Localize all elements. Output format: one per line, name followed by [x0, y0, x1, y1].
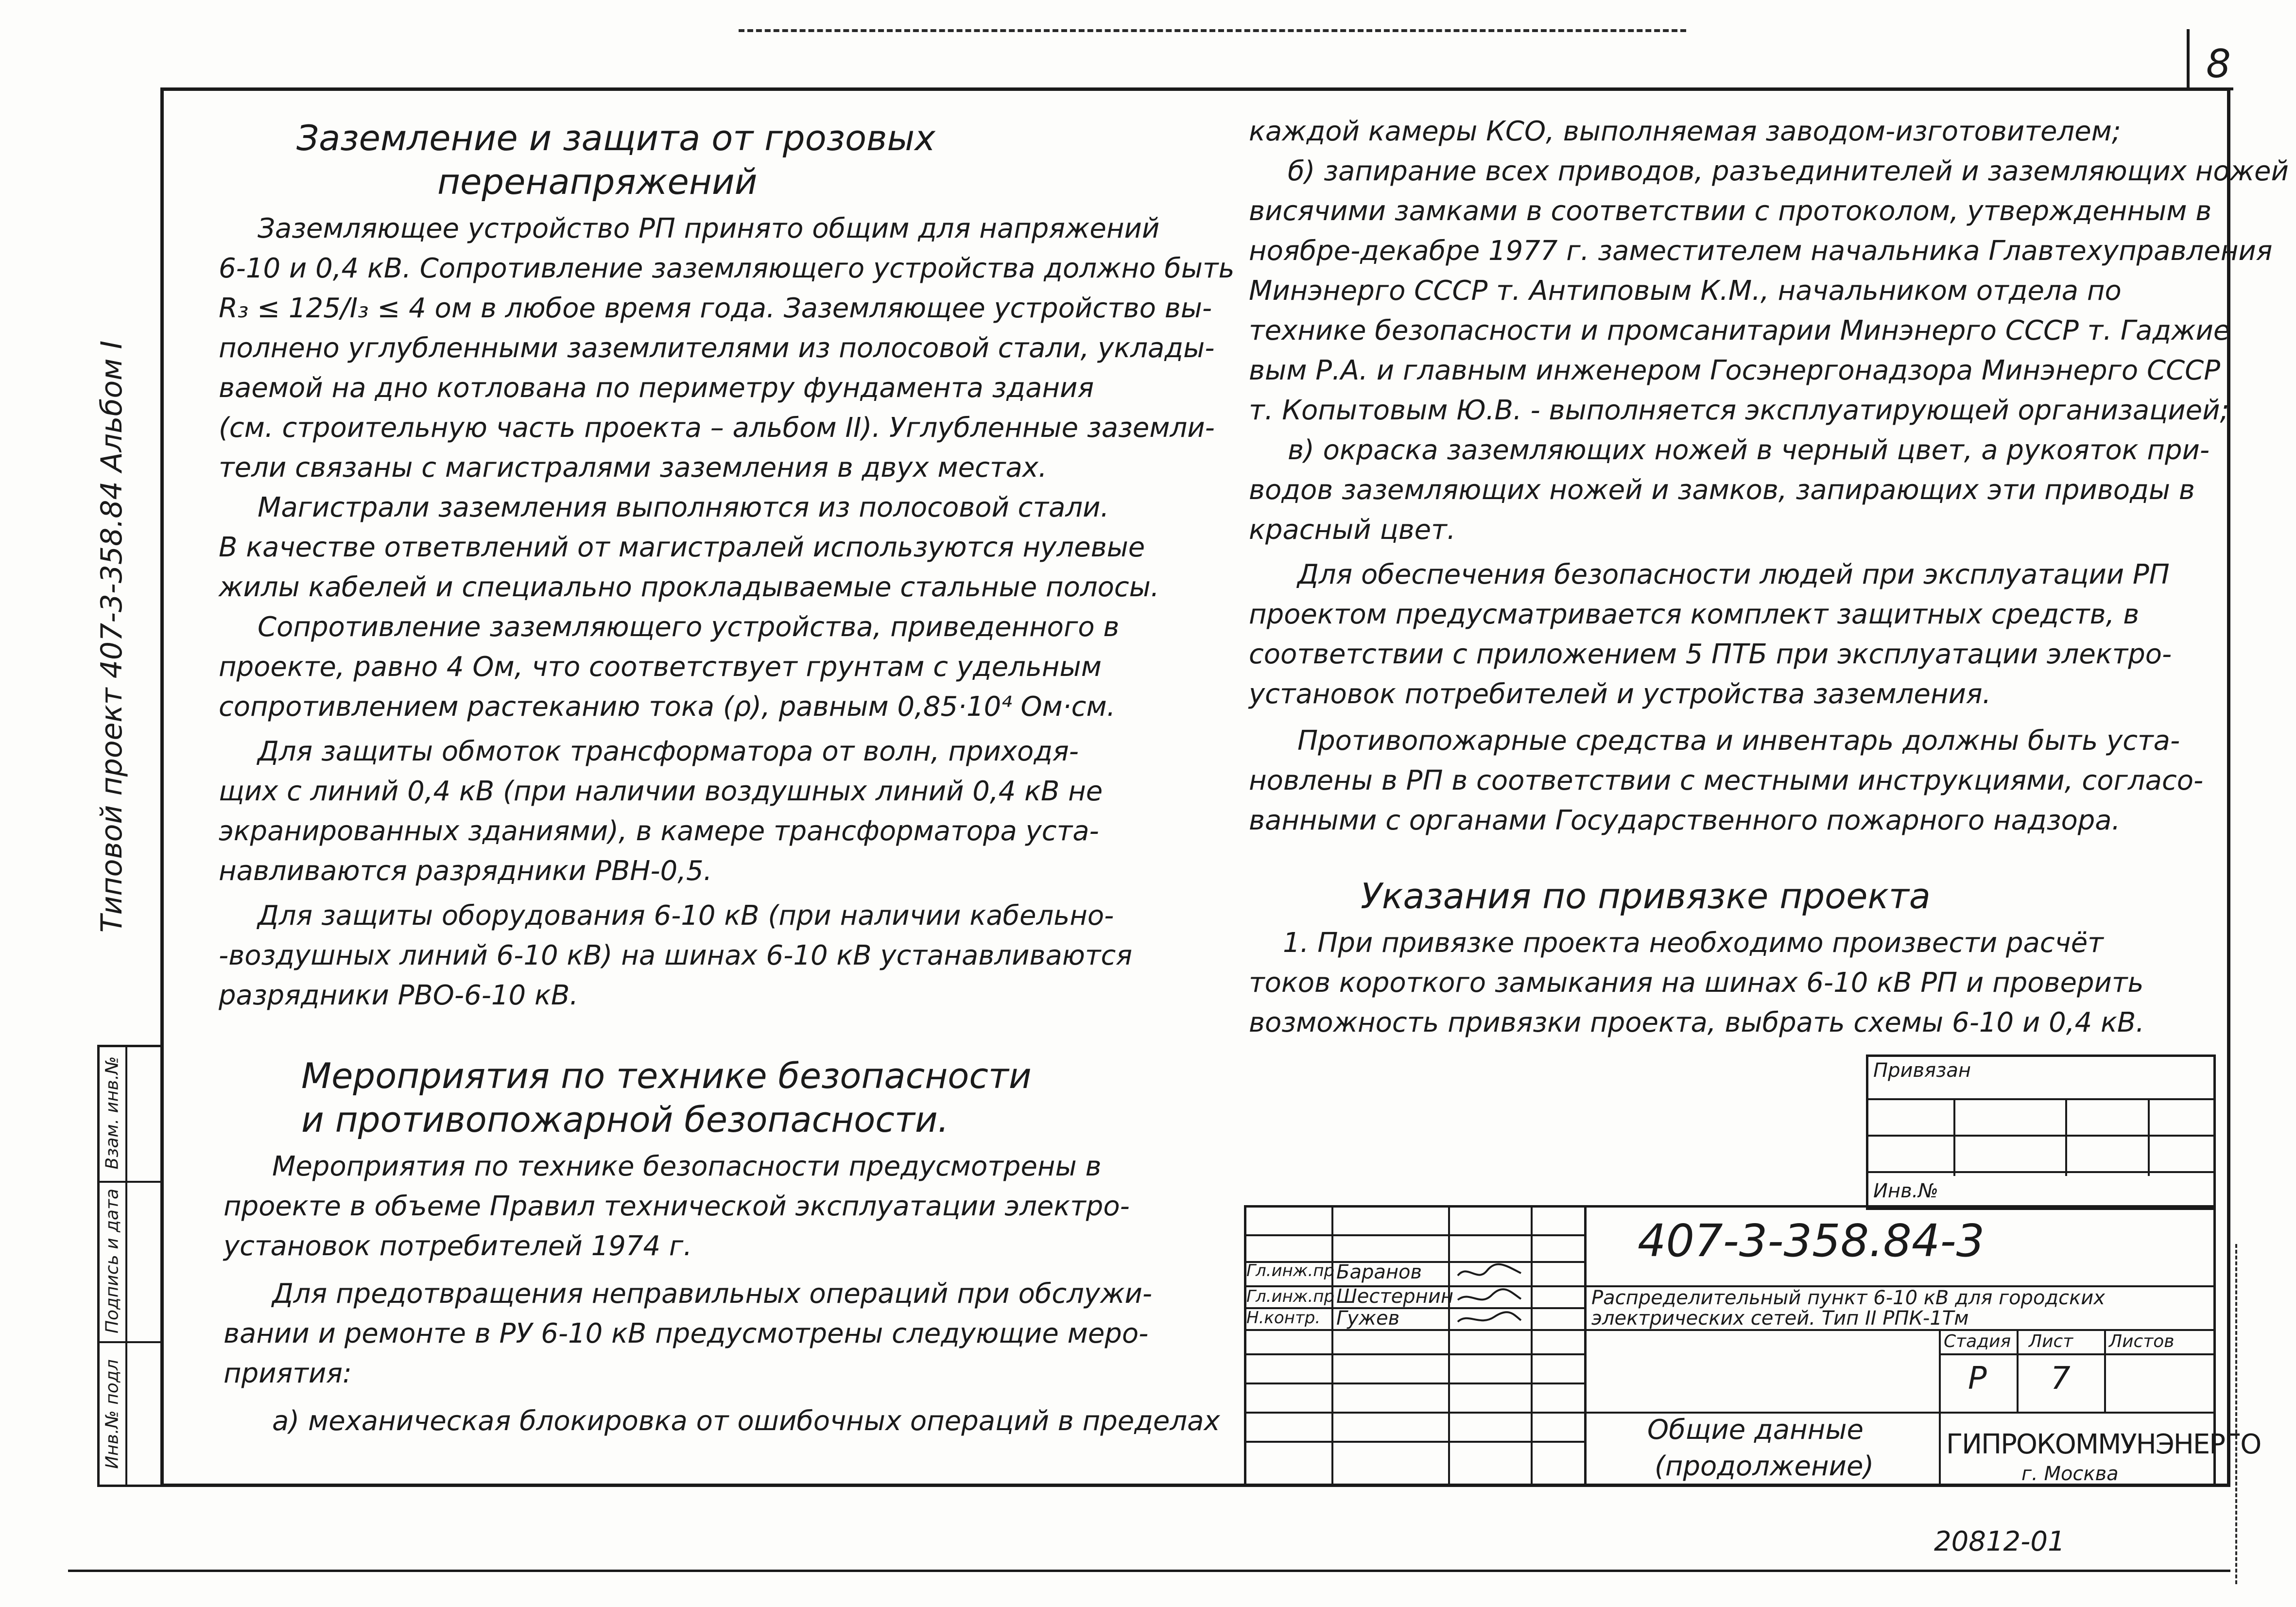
organization-city: г. Москва — [2021, 1463, 2119, 1485]
safety-text-continued — [1249, 112, 2289, 841]
signatures-image — [1453, 1261, 1526, 1329]
text-line: токов короткого замыкания на шинах 6-10 кВ РП и проверить — [1249, 967, 2144, 999]
section-name: Общие данные — [1647, 1414, 1864, 1446]
stamp-strip-divider — [97, 1341, 160, 1343]
text-line: Заземляющее устройство РП принято общим для напряжений — [258, 213, 1160, 244]
title-block-line — [1448, 1205, 1450, 1487]
scan-edge-mark — [2235, 1244, 2237, 1584]
role-label: Н.контр. — [1246, 1308, 1321, 1328]
title-block-line — [1244, 1353, 1584, 1355]
title-block-line — [1331, 1205, 1333, 1487]
section-heading-safety-cont: и противопожарной безопасности. — [301, 1099, 949, 1140]
page-number: 8 — [2206, 41, 2231, 86]
sheet-value: 7 — [2051, 1361, 2071, 1397]
text-line: Минэнерго СССР т. Антиповым К.М., начальником отдела по — [1249, 275, 2122, 307]
text-line: В качестве ответвлений от магистралей используются нулевые — [219, 532, 1145, 563]
title-block-line — [1584, 1205, 1587, 1487]
text-line: приятия: — [224, 1358, 352, 1389]
text-line: соответствии с приложением 5 ПТБ при эксплуатации электро- — [1249, 639, 2172, 670]
text-line: 1. При привязке проекта необходимо произвести расчёт — [1283, 927, 2104, 959]
safety-text — [224, 1147, 1220, 1441]
text-line: Для защиты оборудования 6-10 кВ (при наличии кабельно- — [258, 900, 1114, 932]
text-line: красный цвет. — [1249, 514, 1456, 546]
section-heading-binding: Указания по привязке проекта — [1361, 876, 1931, 916]
title-block-line — [2065, 1098, 2067, 1176]
text-line: R₃ ≤ 125/I₃ ≤ 4 ом в любое время года. Заземляющее устройство вы- — [219, 293, 1212, 324]
title-block-line — [2017, 1329, 2019, 1412]
text-line: Для защиты обмоток трансформатора от волн, приходя- — [258, 736, 1079, 767]
text-line: навливаются разрядники РВН-0,5. — [219, 855, 712, 887]
project-description-cont: электрических сетей. Тип II РПК-1Тм — [1591, 1307, 1969, 1330]
title-block-line — [1939, 1353, 2216, 1355]
title-block-line — [1866, 1171, 2216, 1173]
text-line: 6-10 и 0,4 кВ. Сопротивление заземляющего устройства должно быть — [219, 253, 1235, 284]
text-line: установок потребителей и устройства заземления. — [1249, 678, 1991, 710]
text-line: б) запирание всех приводов, разъединителей и заземляющих ножей — [1288, 156, 2289, 187]
text-line: Для обеспечения безопасности людей при эксплуатации РП — [1297, 559, 2170, 590]
stage-value: Р — [1968, 1361, 1987, 1397]
title-block-line — [2148, 1098, 2150, 1176]
document-code: 407-3-358.84-3 — [1638, 1215, 1985, 1267]
text-line: (см. строительную часть проекта – альбом II). Углубленные заземли- — [219, 412, 1215, 444]
title-block-line — [1939, 1329, 1941, 1412]
inv-no-label: Инв.№ — [1873, 1180, 1938, 1202]
title-block-line — [2104, 1329, 2106, 1412]
section-heading-grounding-cont: перенапряжений — [437, 161, 758, 202]
handwritten-signatures-icon — [1453, 1261, 1526, 1329]
text-line: установок потребителей 1974 г. — [224, 1230, 692, 1262]
title-block-line — [1866, 1098, 2216, 1100]
text-line: а) механическая блокировка от ошибочных операций в пределах — [272, 1405, 1220, 1437]
text-line: -воздушных линий 6-10 кВ) на шинах 6-10 кВ устанавливаются — [219, 940, 1133, 971]
text-line: проекте в объеме Правил технической эксплуатации электро- — [224, 1191, 1130, 1222]
title-block-line — [1939, 1412, 1941, 1487]
binding-stamp-label: Привязан — [1873, 1059, 1971, 1082]
text-line: Противопожарные средства и инвентарь должны быть уста- — [1297, 725, 2180, 757]
title-block-line — [1244, 1441, 1584, 1443]
organization-name: ГИПРОКОММУНЭНЕРГО — [1946, 1429, 2261, 1460]
text-line: сопротивлением растеканию тока (ρ), равным 0,85·10⁴ Ом·см. — [219, 691, 1116, 723]
person-name: Шестернин — [1336, 1285, 1453, 1308]
section-name-cont: (продолжение) — [1655, 1451, 1874, 1482]
title-block-line — [1244, 1234, 1584, 1236]
text-line: в) окраска заземляющих ножей в черный цвет, а рукояток при- — [1288, 434, 2210, 466]
binding-text — [1249, 923, 2196, 1043]
title-block-line — [1953, 1098, 1955, 1176]
project-description: Распределительный пункт 6-10 кВ для городских — [1591, 1287, 2105, 1309]
title-block-line — [1866, 1135, 2216, 1137]
text-line: щих с линий 0,4 кВ (при наличии воздушных линий 0,4 кВ не — [219, 776, 1103, 807]
text-line: Для предотвращения неправильных операций при обслужи- — [272, 1278, 1153, 1310]
text-line: ваемой на дно котлована по периметру фундамента здания — [219, 372, 1094, 404]
sheets-label: Листов — [2109, 1331, 2175, 1351]
text-line: каждой камеры КСО, выполняемая заводом-изготовителем; — [1249, 116, 2121, 147]
text-line: новлены в РП в соответствии с местными инструкциями, согласо- — [1249, 765, 2204, 796]
strip-label-podpis-data: Подпись и дата — [102, 1188, 122, 1334]
strip-label-vzam-inv: Взам. инв.№ — [102, 1056, 122, 1170]
title-block-line — [1531, 1205, 1533, 1487]
footer-code: 20812-01 — [1934, 1526, 2065, 1557]
text-line: ванными с органами Государственного пожарного надзора. — [1249, 805, 2121, 836]
text-line: тели связаны с магистралями заземления в двух местах. — [219, 452, 1047, 484]
person-name: Гужев — [1336, 1307, 1400, 1330]
title-block-line — [1244, 1382, 1584, 1384]
album-title-vertical: Типовой проект 407-3-358.84 Альбом I — [95, 340, 129, 933]
role-label: Гл.инж.пр — [1246, 1261, 1335, 1280]
text-line: ноябре-декабре 1977 г. заместителем начальника Главтехуправления — [1249, 235, 2273, 267]
text-line: проектом предусматривается комплект защитных средств, в — [1249, 599, 2140, 630]
person-name: Баранов — [1336, 1261, 1422, 1283]
section-heading-grounding: Заземление и защита от грозовых — [296, 118, 935, 158]
text-line: вании и ремонте в РУ 6-10 кВ предусмотрены следующие меро- — [224, 1318, 1149, 1349]
text-line: Мероприятия по технике безопасности предусмотрены в — [272, 1151, 1102, 1182]
text-line: проекте, равно 4 Ом, что соответствует грунтам с удельным — [219, 651, 1102, 683]
grounding-text — [219, 209, 1235, 1016]
scan-edge-mark — [739, 29, 1686, 32]
bottom-rule — [68, 1570, 2230, 1572]
text-line: Сопротивление заземляющего устройства, приведенного в — [258, 611, 1120, 643]
stamp-strip-divider — [97, 1181, 160, 1183]
text-line: разрядники РВО-6-10 кВ. — [219, 980, 579, 1011]
text-line: висячими замками в соответствии с протоколом, утвержденным в — [1249, 195, 2212, 227]
stage-label: Стадия — [1944, 1331, 2011, 1351]
text-line: т. Копытовым Ю.В. - выполняется эксплуатирующей организацией; — [1249, 395, 2229, 426]
text-line: жилы кабелей и специально прокладываемые стальные полосы. — [219, 571, 1159, 603]
text-line: полнено углубленными заземлителями из полосовой стали, уклады- — [219, 332, 1215, 364]
text-line: Магистрали заземления выполняются из полосовой стали. — [258, 492, 1109, 523]
sheet-label: Лист — [2029, 1331, 2073, 1351]
text-line: вым Р.А. и главным инженером Госэнергонадзора Минэнерго СССР — [1249, 355, 2221, 386]
role-label: Гл.инж.пр — [1246, 1287, 1335, 1306]
text-line: экранированных зданиями), в камере трансформатора уста- — [219, 815, 1099, 847]
section-heading-safety: Мероприятия по технике безопасности — [301, 1055, 1032, 1096]
text-line: возможность привязки проекта, выбрать схемы 6-10 и 0,4 кВ. — [1249, 1007, 2145, 1038]
strip-label-inv-podl: Инв.№ подл — [102, 1359, 122, 1469]
text-line: водов заземляющих ножей и замков, запирающих эти приводы в — [1249, 474, 2195, 506]
title-block-line — [1244, 1412, 2216, 1414]
text-line: технике безопасности и промсанитарии Минэнерго СССР т. Гаджие — [1249, 315, 2230, 346]
